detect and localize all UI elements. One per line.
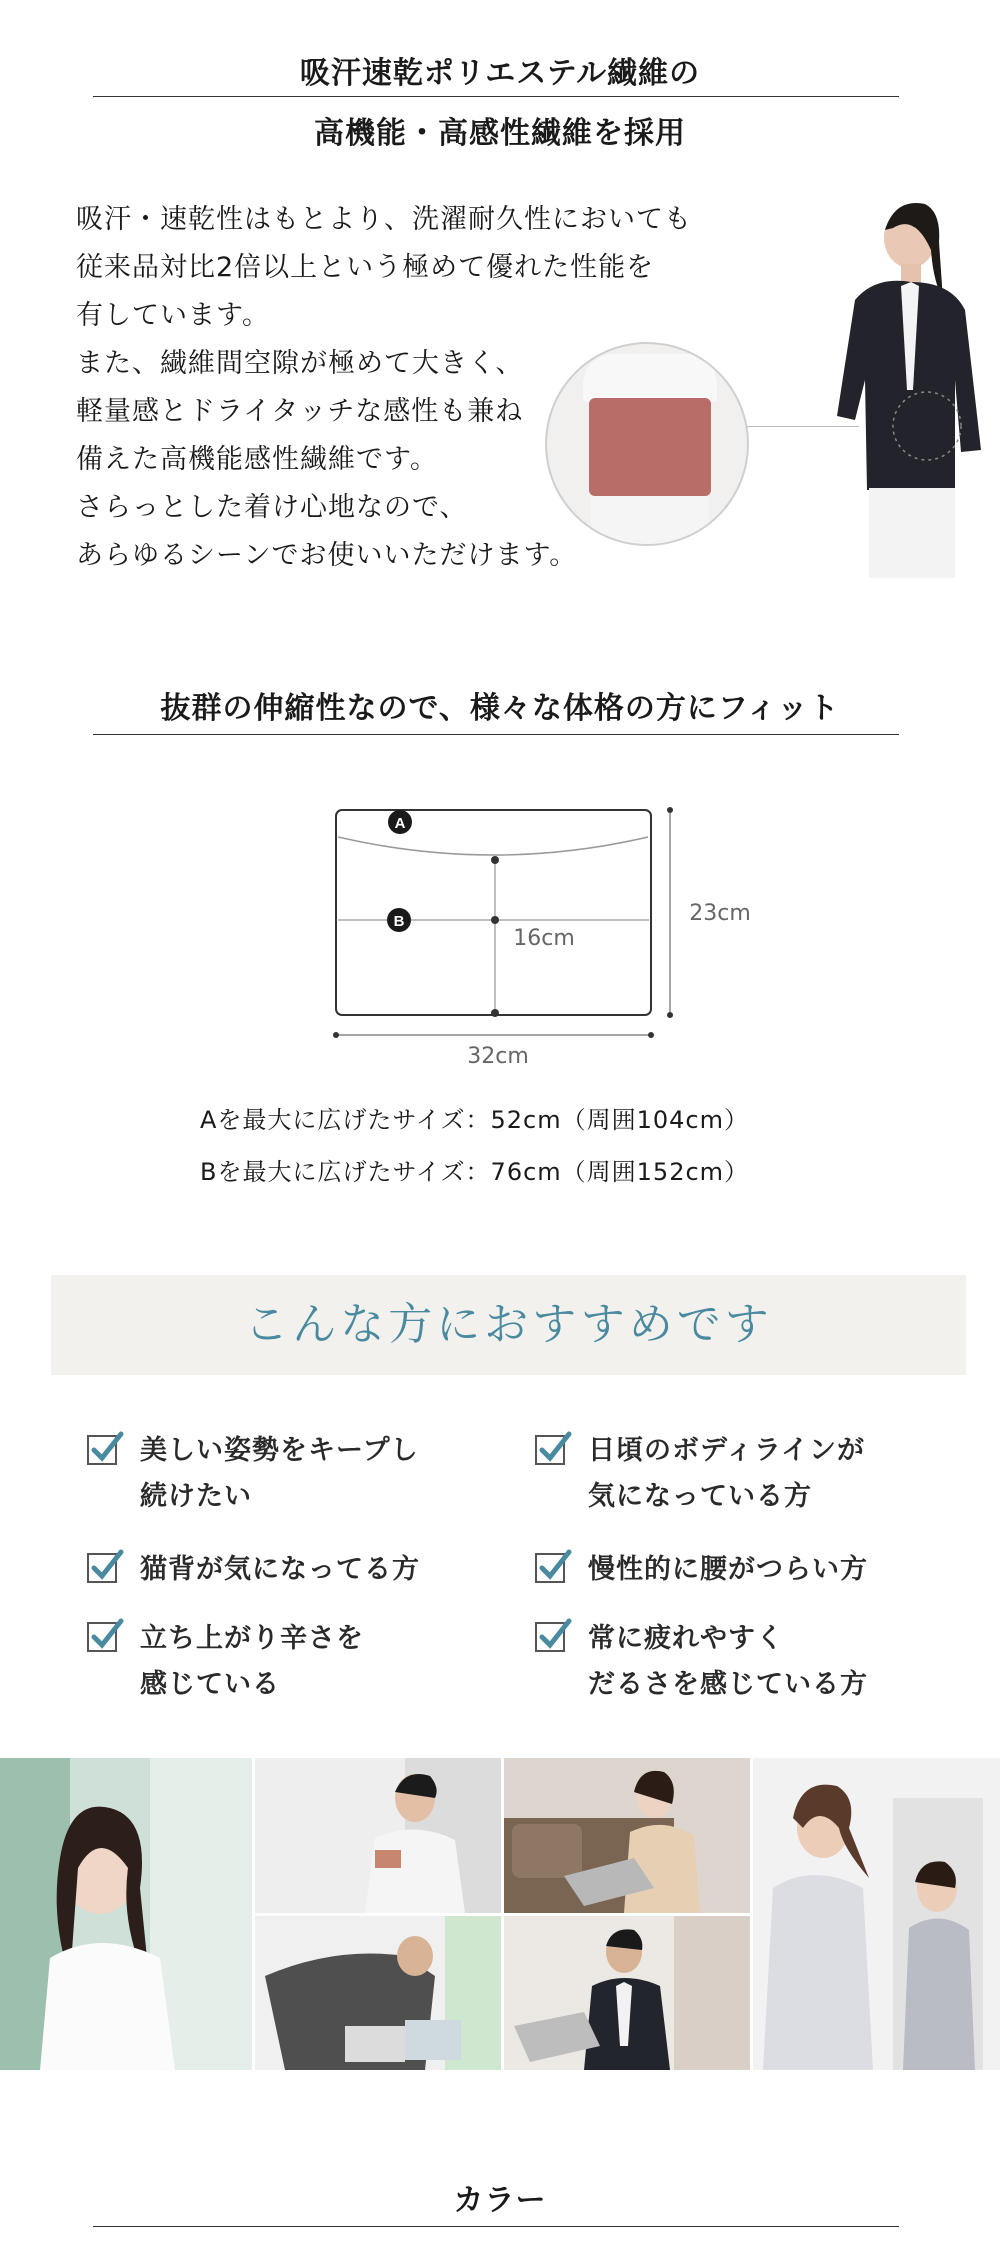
recommend-item-line: 美しい姿勢をキープし — [140, 1435, 419, 1466]
recommend-item — [140, 1547, 420, 1593]
woman-on-laptop-photo — [504, 1758, 750, 1913]
recommend-item — [140, 1428, 419, 1520]
smiling-woman-photo — [0, 1758, 252, 2070]
title-divider — [93, 96, 899, 97]
recommend-item — [588, 1547, 868, 1593]
man-back-pain-photo — [255, 1916, 501, 2070]
checkbox-checked-icon — [533, 1617, 573, 1657]
tired-women-photo — [753, 1758, 1000, 2070]
belt-outline — [336, 810, 651, 1015]
body-line: 従来品対比2倍以上という極めて優れた性能を — [76, 252, 655, 283]
caption-a: Aを最大に広げたサイズ：52cm（周囲104cm） — [200, 1106, 749, 1134]
body-line: さらっとした着け心地なので、 — [76, 492, 468, 523]
body-line: 有しています。 — [76, 300, 270, 331]
inner-width-label: 16cm — [513, 926, 575, 951]
checkbox-checked-icon — [85, 1617, 125, 1657]
pants-shape — [591, 496, 709, 544]
shirt-shape — [583, 354, 717, 402]
size-diagram — [300, 795, 770, 1075]
recommend-item — [588, 1428, 865, 1520]
marker-b-label: B — [393, 913, 405, 930]
belt-closeup-image — [545, 342, 749, 546]
man-at-desk-photo — [504, 1916, 750, 2070]
recommend-item-line: 立ち上がり辛さを — [140, 1623, 364, 1654]
body-line: 軽量感とドライタッチな感性も兼ね — [76, 396, 524, 427]
checkbox-checked-icon — [533, 1430, 573, 1470]
section3-title: カラー — [453, 2183, 547, 2218]
recommend-item-line: 猫背が気になってる方 — [140, 1554, 420, 1585]
recommend-item-line: 日頃のボディラインが — [588, 1435, 866, 1466]
body-line: 吸汗・速乾性はもとより、洗濯耐久性においても — [76, 204, 692, 235]
section2-title: 抜群の伸縮性なので、様々な体格の方にフィット — [160, 691, 840, 726]
recommend-item-line: 気になっている方 — [588, 1481, 812, 1512]
section1-title-line1: 吸汗速乾ポリエステル繊維の — [299, 56, 701, 91]
section1-title-line2: 高機能・高感性繊維を採用 — [314, 116, 686, 151]
checkbox-checked-icon — [533, 1548, 573, 1588]
belt-shape — [589, 398, 711, 496]
recommend-item-line: 感じている — [140, 1669, 280, 1700]
businesswoman-image — [815, 190, 985, 580]
title-divider — [93, 734, 899, 735]
height-label: 23cm — [689, 901, 751, 926]
checkbox-checked-icon — [85, 1430, 125, 1470]
man-with-headache-photo — [255, 1758, 501, 1913]
recommend-item-line: 常に疲れやすく — [588, 1623, 784, 1654]
caption-b: Bを最大に広げたサイズ：76cm（周囲152cm） — [200, 1158, 750, 1186]
recommend-item — [588, 1616, 868, 1708]
recommend-title: こんな方におすすめです — [244, 1299, 773, 1350]
checkbox-checked-icon — [85, 1548, 125, 1588]
recommend-banner — [51, 1275, 966, 1375]
curve-a — [338, 837, 648, 855]
body-line: あらゆるシーンでお使いいただけます。 — [76, 540, 578, 571]
title-divider — [93, 2226, 899, 2227]
width-label: 32cm — [467, 1044, 529, 1069]
recommend-item-line: 慢性的に腰がつらい方 — [588, 1554, 868, 1585]
marker-a-label: A — [394, 815, 406, 832]
recommend-item-line: だるさを感じている方 — [588, 1669, 868, 1700]
body-line: また、繊維間空隙が極めて大きく、 — [76, 348, 524, 379]
body-line: 備えた高機能感性繊維です。 — [76, 444, 438, 475]
recommend-item — [140, 1616, 364, 1708]
recommend-item-line: 続けたい — [140, 1481, 252, 1512]
